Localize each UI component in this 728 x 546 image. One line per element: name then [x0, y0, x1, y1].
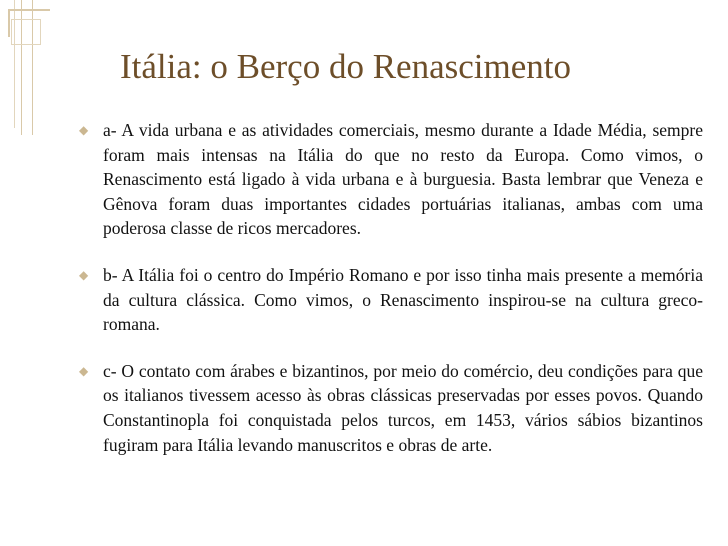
bullet-text: a- A vida urbana e as atividades comerciais, mesmo durante a Idade Média, sempre foram mais intensas na Itália do que no resto da Europa. Como vimos, o Renascimento está ligado à vida urbana e à burguesia. Basta lembrar que Veneza e Gênova foram duas importantes cidades portuárias italianas, ambas com uma poderosa classe de ricos mercadores.	[103, 120, 703, 239]
bullet-item	[72, 118, 703, 241]
bullet-item	[72, 263, 703, 337]
bullet-item	[72, 359, 703, 457]
bullet-text: c- O contato com árabes e bizantinos, por meio do comércio, deu condições para que os italianos tivessem acesso às obras clássicas preservadas por esses povos. Quando Constantinopla foi conquistada pelos turcos, em 1453, vários sábios bizantinos fugiram para Itália levando manuscritos e obras de arte.	[103, 360, 703, 455]
bullet-text: b- A Itália foi o centro do Império Romano e por isso tinha mais presente a memória da cultura clássica. Como vimos, o Renascimento inspirou-se na cultura greco-romana.	[103, 264, 703, 335]
diamond-bullet-icon: ◆	[79, 363, 89, 378]
diamond-bullet-icon: ◆	[79, 123, 89, 137]
decorative-frame-box	[11, 19, 41, 45]
diamond-bullet-icon: ◆	[79, 267, 89, 282]
bullet-list	[72, 118, 703, 457]
slide-title: Itália: o Berço do Renascimento	[120, 47, 571, 86]
